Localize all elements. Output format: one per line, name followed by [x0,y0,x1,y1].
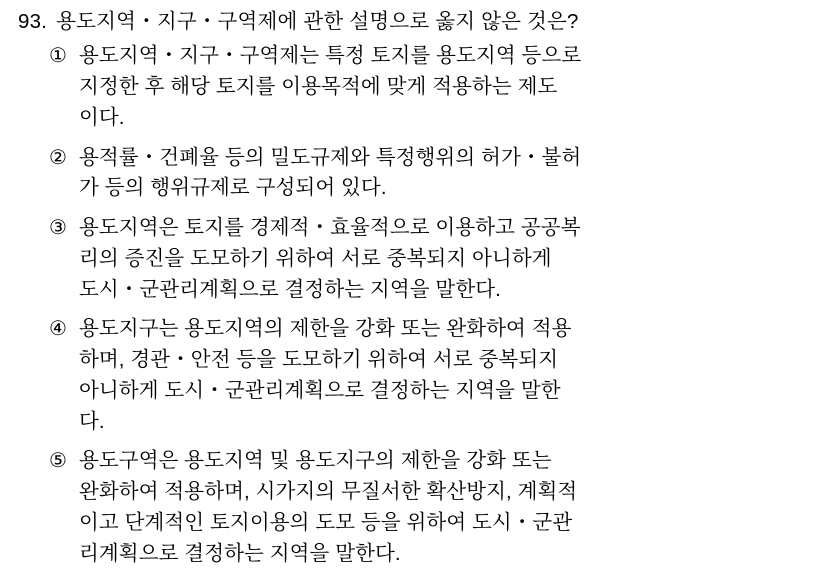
question-number: 93. [18,10,48,33]
choice-list [18,41,812,569]
choice-line: 가 등의 행위규제로 구성되어 있다. [79,176,387,200]
choice-item[interactable] [49,446,812,569]
choice-line: 이다. [79,105,125,129]
choice-line: 다. [79,409,105,433]
choice-line: 이고 단계적인 토지이용의 도모 등을 위하여 도시・군관 [79,510,573,534]
choice-text-4 [79,314,812,437]
choice-line: 용도구역은 용도지역 및 용도지구의 제한을 강화 또는 [79,449,552,473]
choice-line: 아니하게 도시・군관리계획으로 결정하는 지역을 말한 [79,378,561,402]
choice-item[interactable] [49,314,812,437]
choice-line: 도시・군관리계획으로 결정하는 지역을 말한다. [79,277,501,301]
choice-marker-5: ⑤ [49,450,67,473]
choice-item[interactable] [49,213,812,305]
choice-item[interactable] [49,41,812,133]
choice-text-3 [79,213,812,305]
choice-line: 용도지구는 용도지역의 제한을 강화 또는 완화하여 적용 [79,317,572,341]
choice-line: 용도지역은 토지를 경제적・효율적으로 이용하고 공공복 [79,216,581,240]
choice-line: 리의 증진을 도모하기 위하여 서로 중복되지 아니하게 [79,246,552,270]
choice-line: 완화하여 적용하며, 시가지의 무질서한 확산방지, 계획적 [79,480,578,504]
choice-line: 리계획으로 결정하는 지역을 말한다. [79,541,401,565]
choice-line: 용도지역・지구・구역제는 특정 토지를 용도지역 등으로 [79,44,582,68]
choice-text-1 [79,41,812,133]
choice-marker-2: ② [49,146,67,169]
choice-line: 용적률・건폐율 등의 밀도규제와 특정행위의 허가・불허 [79,145,582,169]
choice-text-2 [79,143,812,205]
choice-marker-4: ④ [49,318,67,341]
choice-marker-3: ③ [49,217,67,240]
choice-line: 지정한 후 해당 토지를 이용목적에 맞게 적용하는 제도 [79,75,558,99]
choice-item[interactable] [49,143,812,205]
choice-line: 하며, 경관・안전 등을 도모하기 위하여 서로 중복되지 [79,348,559,372]
question-header [18,8,812,36]
choice-marker-1: ① [49,45,67,68]
question-stem: 용도지역・지구・구역제에 관한 설명으로 옳지 않은 것은? [56,10,579,33]
choice-text-5 [79,446,812,569]
